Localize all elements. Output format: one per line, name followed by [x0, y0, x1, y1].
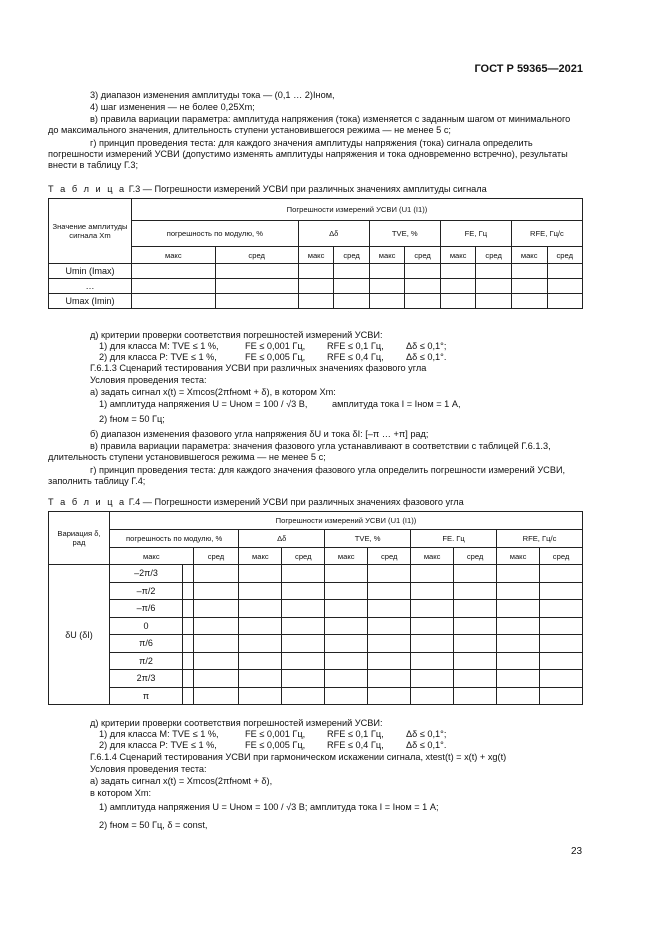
- t3-cell: [476, 279, 511, 294]
- t4-col-group: погрешность по модулю, %: [110, 530, 239, 548]
- t4-cell: [239, 652, 282, 670]
- t3-cell: [547, 264, 582, 279]
- t3-cell: [405, 294, 440, 309]
- t3-cell: [440, 279, 476, 294]
- t4-cell: [540, 582, 583, 600]
- t4-value: π/6: [110, 635, 183, 653]
- t3-cell: [405, 279, 440, 294]
- t4-cell: [193, 670, 239, 688]
- t4-cell: [183, 617, 194, 635]
- t4-cell: [183, 652, 194, 670]
- t3-cell: [215, 264, 298, 279]
- t4-cell: [282, 600, 325, 618]
- t4-cell: [368, 617, 411, 635]
- t3-row-header: Значение амплитуды сигнала Xm: [49, 199, 132, 264]
- t3-row-label: …: [49, 279, 132, 294]
- t4-col-group: TVE, %: [325, 530, 411, 548]
- section-613-a1b: амплитуда тока I = Iном = 1 А,: [332, 399, 461, 409]
- t3-sub-avg: сред: [405, 247, 440, 264]
- t4-cell: [497, 635, 540, 653]
- criteria1-m-dd: Δδ ≤ 0,1°;: [406, 341, 447, 351]
- t3-cell: [132, 279, 216, 294]
- para-test-principle: г) принцип проведения теста: для каждого значения амплитуды напряжения (тока) сигнала определить погрешности измерений УСВИ (допустимо изменять амплитуды напряжения и тока одновременно встречно), результаты внести в таблицу Г.3;: [48, 138, 568, 170]
- criteria2-p-label: 2) для класса Р: TVE ≤ 1 %,: [99, 740, 217, 750]
- table3-caption: [48, 184, 487, 194]
- table-row: [49, 565, 583, 583]
- table-row: [49, 635, 583, 653]
- t3-sub-avg: сред: [334, 247, 369, 264]
- t3-sub-avg: сред: [215, 247, 298, 264]
- t3-cell: [369, 264, 405, 279]
- t4-value: 0: [110, 617, 183, 635]
- t4-sub-avg: сред: [540, 548, 583, 565]
- t3-sub-max: макс: [298, 247, 334, 264]
- t4-cell: [411, 565, 454, 583]
- t3-sub-max: макс: [132, 247, 216, 264]
- criteria2-m-dd: Δδ ≤ 0,1°;: [406, 729, 447, 739]
- table-row: [49, 264, 583, 279]
- page-number: 23: [571, 846, 583, 857]
- t4-cell: [282, 687, 325, 705]
- t4-cell: [540, 670, 583, 688]
- t4-cell: [454, 635, 497, 653]
- t4-cell: [368, 652, 411, 670]
- t4-value: π: [110, 687, 183, 705]
- standard-header: ГОСТ Р 59365—2021: [474, 63, 583, 75]
- t4-cell: [183, 600, 194, 618]
- t3-cell: [440, 294, 476, 309]
- section-613-b: б) диапазон изменения фазового угла напряжения δU и тока δI: [–π … +π] рад;: [90, 429, 429, 439]
- t4-cell: [282, 617, 325, 635]
- t4-cell: [325, 687, 368, 705]
- t4-value: –2π/3: [110, 565, 183, 583]
- t4-cell: [454, 565, 497, 583]
- section-614-a2: 2) fном = 50 Гц, δ = const,: [99, 820, 208, 830]
- t4-cell: [411, 600, 454, 618]
- t4-value: 2π/3: [110, 670, 183, 688]
- t4-cell: [193, 635, 239, 653]
- t3-sub-max: макс: [369, 247, 405, 264]
- table-row: [49, 687, 583, 705]
- table3-caption-prefix: Т а б л и ц а: [48, 184, 127, 194]
- t4-cell: [454, 670, 497, 688]
- table4-caption: [48, 497, 464, 507]
- t4-sub-avg: сред: [193, 548, 239, 565]
- t4-sub-avg: сред: [368, 548, 411, 565]
- t3-col-group: RFE, Гц/с: [511, 221, 582, 247]
- t3-cell: [476, 264, 511, 279]
- t3-cell: [369, 294, 405, 309]
- t4-cell: [239, 582, 282, 600]
- t4-cell: [368, 600, 411, 618]
- section-614-a: а) задать сигнал x(t) = Xmcos(2πfномt + δ),: [90, 776, 273, 786]
- t4-row-header: Вариация δ, рад: [49, 512, 110, 565]
- t4-cell: [183, 687, 194, 705]
- line-step: 4) шаг изменения — не более 0,25Xm;: [90, 102, 255, 112]
- criteria1-p-rfe: RFE ≤ 0,4 Гц,: [327, 352, 384, 362]
- t4-cell: [325, 635, 368, 653]
- t4-cell: [411, 635, 454, 653]
- t4-sub-max: макс: [411, 548, 454, 565]
- t4-cell: [454, 617, 497, 635]
- criteria2-p-fe: FE ≤ 0,005 Гц,: [245, 740, 306, 750]
- t4-cell: [183, 635, 194, 653]
- criteria1-p-label: 2) для класса Р: TVE ≤ 1 %,: [99, 352, 217, 362]
- t4-cell: [183, 565, 194, 583]
- t4-cell: [193, 652, 239, 670]
- t4-cell: [497, 565, 540, 583]
- section-614-title: Г.6.1.4 Сценарий тестирования УСВИ при гармоническом искажении сигнала, xtest(t) = x(t) + xg(t): [90, 752, 507, 762]
- t4-cell: [239, 670, 282, 688]
- t3-row-label: Umax (Imin): [49, 294, 132, 309]
- t4-cell: [411, 617, 454, 635]
- table4-caption-text: Г.4 — Погрешности измерений УСВИ при различных значениях фазового угла: [128, 497, 464, 507]
- t3-cell: [511, 294, 547, 309]
- criteria1-m-fe: FE ≤ 0,001 Гц,: [245, 341, 306, 351]
- t4-cell: [454, 600, 497, 618]
- t3-cell: [298, 294, 334, 309]
- t4-cell: [411, 652, 454, 670]
- t3-cell: [334, 279, 369, 294]
- section-613-title: Г.6.1.3 Сценарий тестирования УСВИ при различных значениях фазового угла: [90, 363, 427, 373]
- section-614-a-cont: в котором Xm:: [90, 788, 152, 798]
- section-613-a1: 1) амплитуда напряжения U = Uном = 100 / √3 В,: [99, 399, 308, 409]
- t3-cell: [511, 279, 547, 294]
- criteria1-m-label: 1) для класса М: TVE ≤ 1 %,: [99, 341, 219, 351]
- t4-cell: [368, 687, 411, 705]
- t4-cell: [193, 617, 239, 635]
- t3-cell: [369, 279, 405, 294]
- t4-cell: [183, 670, 194, 688]
- table-row: [49, 279, 583, 294]
- t4-value: –π/6: [110, 600, 183, 618]
- section-613-g: г) принцип проведения теста: для каждого значения фазового угла определить погрешности измерений УСВИ, заполнить таблицу Г.4;: [48, 465, 566, 486]
- t4-cell: [454, 652, 497, 670]
- t3-sub-avg: сред: [547, 247, 582, 264]
- t3-sub-max: макс: [511, 247, 547, 264]
- criteria2-p-dd: Δδ ≤ 0,1°.: [406, 740, 447, 750]
- para-variation-rules: в) правила вариации параметра: амплитуда напряжения (тока) изменяется с заданным шагом от минимального до максимального значения, длительность ступени установившегося режима — не менее 5 с;: [48, 114, 571, 135]
- section-613-a2: 2) fном = 50 Гц;: [99, 414, 165, 424]
- t4-cell: [239, 635, 282, 653]
- t4-var-label: δU (δI): [49, 565, 110, 705]
- t4-cell: [497, 600, 540, 618]
- t4-cell: [193, 582, 239, 600]
- t4-cell: [193, 687, 239, 705]
- t4-cell: [239, 687, 282, 705]
- t4-cell: [497, 687, 540, 705]
- section-614-a1: 1) амплитуда напряжения U = Uном = 100 / √3 В; амплитуда тока I = Iном = 1 А;: [99, 802, 439, 812]
- line-range-current: 3) диапазон изменения амплитуды тока — (0,1 … 2)Iном,: [90, 90, 335, 100]
- t4-cell: [282, 582, 325, 600]
- t3-cell: [405, 264, 440, 279]
- t4-cell: [325, 670, 368, 688]
- t3-cell: [334, 294, 369, 309]
- criteria2-title: д) критерии проверки соответствия погрешностей измерений УСВИ:: [90, 718, 383, 728]
- t4-cell: [325, 617, 368, 635]
- t4-cell: [540, 600, 583, 618]
- t4-cell: [282, 670, 325, 688]
- t4-cell: [411, 670, 454, 688]
- t3-cell: [132, 264, 216, 279]
- table-row: [49, 294, 583, 309]
- t4-cell: [497, 617, 540, 635]
- t3-cell: [334, 264, 369, 279]
- t3-cell: [298, 279, 334, 294]
- t4-cell: [411, 687, 454, 705]
- t3-cell: [132, 294, 216, 309]
- t4-cell: [325, 652, 368, 670]
- section-613-a: а) задать сигнал x(t) = Xmcos(2πfномt + δ), в котором Xm:: [90, 387, 336, 397]
- t3-sub-max: макс: [440, 247, 476, 264]
- section-613-conditions: Условия проведения теста:: [90, 375, 207, 385]
- t4-cell: [540, 635, 583, 653]
- t4-cell: [239, 617, 282, 635]
- criteria1-m-rfe: RFE ≤ 0,1 Гц,: [327, 341, 384, 351]
- t4-cell: [497, 652, 540, 670]
- t4-group-header: Погрешности измерений УСВИ (U1 (I1)): [110, 512, 583, 530]
- t4-sub-max: макс: [325, 548, 368, 565]
- criteria2-m-rfe: RFE ≤ 0,1 Гц,: [327, 729, 384, 739]
- t3-row-label: Umin (Imax): [49, 264, 132, 279]
- t3-cell: [547, 279, 582, 294]
- t4-cell: [239, 565, 282, 583]
- t4-sub-max: макс: [239, 548, 282, 565]
- t4-cell: [193, 600, 239, 618]
- t3-sub-avg: сред: [476, 247, 511, 264]
- criteria2-m-label: 1) для класса М: TVE ≤ 1 %,: [99, 729, 219, 739]
- t4-cell: [411, 582, 454, 600]
- table-row: [49, 617, 583, 635]
- t4-cell: [282, 635, 325, 653]
- t3-col-group: TVE, %: [369, 221, 440, 247]
- table-row: [49, 652, 583, 670]
- t4-cell: [454, 687, 497, 705]
- t4-cell: [282, 565, 325, 583]
- criteria1-p-fe: FE ≤ 0,005 Гц,: [245, 352, 306, 362]
- section-613-v: в) правила вариации параметра: значения фазового угла устанавливают в соответствии с таблицей Г.6.1.3, длительность ступени установившегося режима — не менее 5 с;: [48, 441, 551, 462]
- t4-sub-avg: сред: [282, 548, 325, 565]
- t3-col-group: FE, Гц: [440, 221, 511, 247]
- t4-cell: [183, 582, 194, 600]
- t4-cell: [540, 617, 583, 635]
- t4-cell: [368, 635, 411, 653]
- t4-sub-max: макс: [497, 548, 540, 565]
- t4-cell: [540, 565, 583, 583]
- t4-cell: [282, 652, 325, 670]
- table-g3: [48, 198, 583, 309]
- t4-cell: [540, 652, 583, 670]
- criteria1-title: д) критерии проверки соответствия погрешностей измерений УСВИ:: [90, 330, 383, 340]
- t4-cell: [325, 565, 368, 583]
- t4-sub-max: макс: [110, 548, 194, 565]
- t3-col-group: Δδ: [298, 221, 369, 247]
- t4-cell: [193, 565, 239, 583]
- criteria2-p-rfe: RFE ≤ 0,4 Гц,: [327, 740, 384, 750]
- t4-cell: [325, 582, 368, 600]
- t4-cell: [497, 670, 540, 688]
- t3-cell: [476, 294, 511, 309]
- t4-cell: [497, 582, 540, 600]
- t4-cell: [368, 565, 411, 583]
- table-g4: [48, 511, 583, 705]
- section-614-conditions: Условия проведения теста:: [90, 764, 207, 774]
- t4-col-group: Δδ: [239, 530, 325, 548]
- t4-sub-avg: сред: [454, 548, 497, 565]
- table-row: [49, 582, 583, 600]
- t4-cell: [368, 670, 411, 688]
- t3-cell: [440, 264, 476, 279]
- t3-cell: [298, 264, 334, 279]
- table4-caption-prefix: Т а б л и ц а: [48, 497, 127, 507]
- t3-cell: [215, 279, 298, 294]
- t4-value: –π/2: [110, 582, 183, 600]
- criteria2-m-fe: FE ≤ 0,001 Гц,: [245, 729, 306, 739]
- t4-value: π/2: [110, 652, 183, 670]
- table-row: [49, 600, 583, 618]
- t4-col-group: FE. Гц: [411, 530, 497, 548]
- t4-cell: [368, 582, 411, 600]
- t3-cell: [547, 294, 582, 309]
- table-row: [49, 670, 583, 688]
- t4-cell: [540, 687, 583, 705]
- t4-cell: [454, 582, 497, 600]
- t4-cell: [325, 600, 368, 618]
- t3-col-group: погрешность по модулю, %: [132, 221, 299, 247]
- t3-group-header: Погрешности измерений УСВИ (U1 (I1)): [132, 199, 583, 221]
- table3-caption-text: Г.3 — Погрешности измерений УСВИ при различных значениях амплитуды сигнала: [128, 184, 487, 194]
- t3-cell: [215, 294, 298, 309]
- t4-cell: [239, 600, 282, 618]
- criteria1-p-dd: Δδ ≤ 0,1°.: [406, 352, 447, 362]
- t3-cell: [511, 264, 547, 279]
- t4-col-group: RFE, Гц/с: [497, 530, 583, 548]
